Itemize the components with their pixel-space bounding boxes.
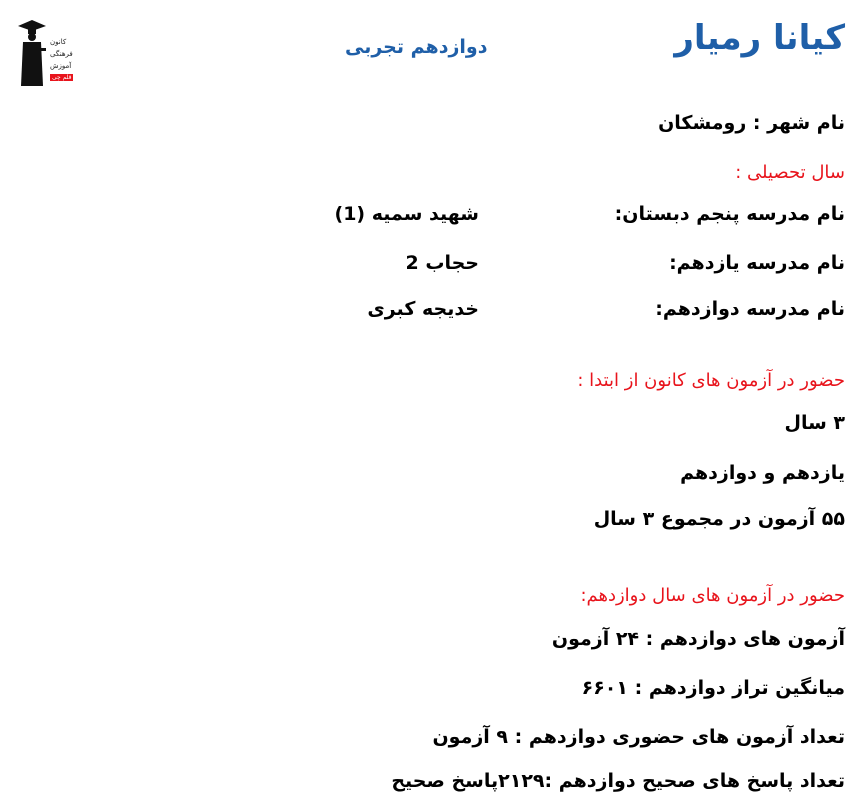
school-12th-value: خدیجه کبری (367, 298, 479, 320)
school-11th-value: حجاب 2 (405, 252, 479, 274)
school-5th-value: شهید سمیه (1) (334, 203, 479, 225)
school-11th-label: نام مدرسه یازدهم: (669, 252, 845, 274)
city-line: نام شهر : رومشکان (658, 112, 845, 134)
academic-year-label: سال تحصیلی : (735, 162, 845, 183)
logo-line-2: فرهنگی (50, 50, 73, 58)
student-name: کیانا رمیار (674, 18, 845, 58)
grade12-exams: آزمون های دوازدهم : ۲۴ آزمون (551, 628, 845, 650)
grade12-average-score: میانگین تراز دوازدهم : ۶۶۰۱ (581, 677, 845, 699)
grade12-heading: حضور در آزمون های سال دوازدهم: (580, 585, 845, 606)
grade12-correct-answers: تعداد پاسخ های صحیح دوازدهم :۲۱۲۹پاسخ صحیح (391, 770, 845, 792)
grade-label: دوازدهم تجربی (345, 36, 488, 58)
kanoon-line-years: ۳ سال (784, 412, 845, 434)
grade12-in-person-exams: تعداد آزمون های حضوری دوازدهم : ۹ آزمون (432, 726, 845, 748)
school-5th-label: نام مدرسه پنجم دبستان: (614, 203, 845, 225)
kanoon-logo (14, 18, 73, 88)
kanoon-heading: حضور در آزمون های کانون از ابتدا : (577, 370, 845, 391)
kanoon-line-total: ۵۵ آزمون در مجموع ۳ سال (593, 508, 845, 530)
logo-line-3: آموزش (50, 62, 72, 70)
kanoon-line-grades: یازدهم و دوازدهم (680, 462, 845, 484)
logo-line-1: کانون (50, 38, 67, 46)
logo-line-4: قلم چی (52, 74, 72, 81)
school-12th-label: نام مدرسه دوازدهم: (655, 298, 845, 320)
